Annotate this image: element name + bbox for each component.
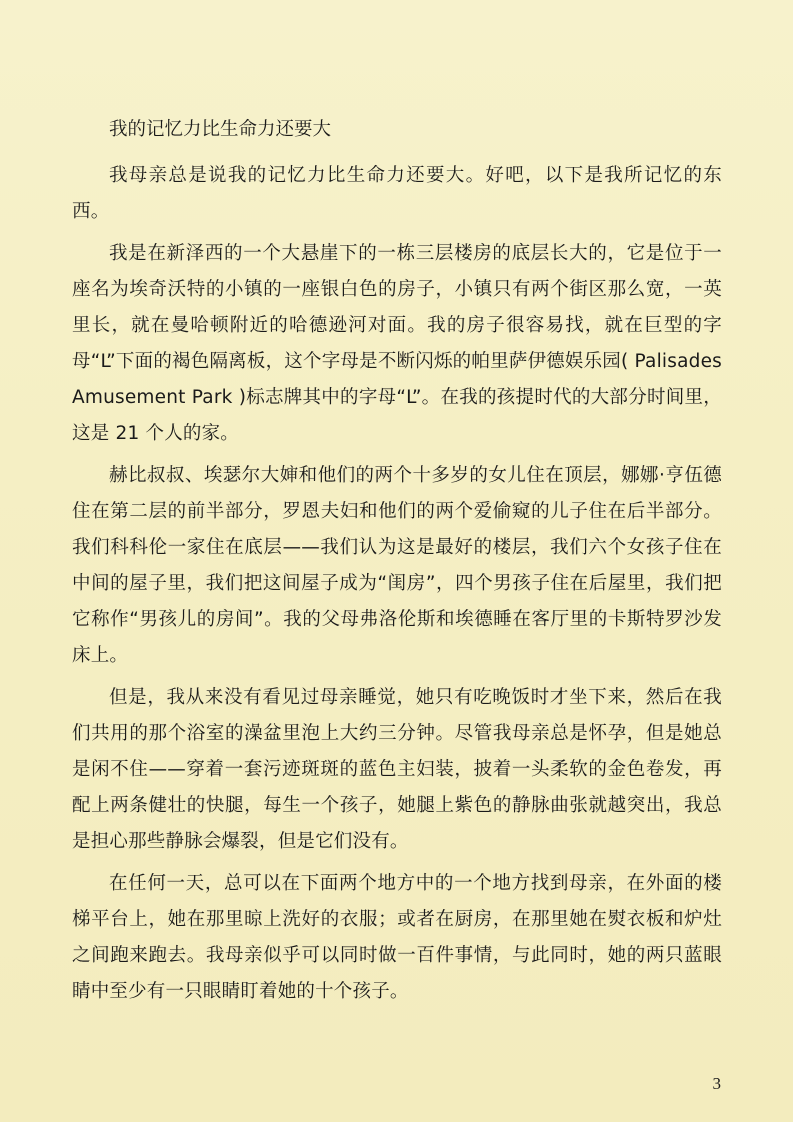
section-heading: 我的记忆力比生命力还要大 — [109, 119, 332, 140]
paragraph: 但是，我从来没有看见过母亲睡觉，她只有吃晚饭时才坐下来，然后在我们共用的那个浴室的澡盆里泡上大约三分钟。尽管我母亲总是怀孕，但是她总是闲不住——穿着一套污迹斑斑的蓝色主妇装，披着一头柔软的金色卷发，再配上两条健壮的快腿，每生一个孩子，她腿上紫色的静脉曲张就越突出，我总是担心那些静脉会爆裂，但是它们没有。 — [72, 687, 722, 852]
paragraph: 我母亲总是说我的记忆力比生命力还要大。好吧，以下是我所记忆的东西。 — [72, 165, 722, 222]
paragraph: 我是在新泽西的一个大悬崖下的一栋三层楼房的底层长大的，它是位于一座名为埃奇沃特的小镇的一座银白色的房子，小镇只有两个街区那么宽，一英里长，就在曼哈顿附近的哈德逊河对面。我的房子很容易找，就在巨型的字母“L”下面的褐色隔离板，这个字母是不断闪烁的帕里萨伊德娱乐园( Palisades Amusement Park )标志牌其中的字母“L”。在我的孩提时代的大部分时间里，这是 21 个人的家。 — [72, 243, 722, 444]
page-number: 3 — [712, 1074, 721, 1093]
paragraph: 在任何一天，总可以在下面两个地方中的一个地方找到母亲，在外面的楼梯平台上，她在那里晾上洗好的衣服；或者在厨房，在那里她在熨衣板和炉灶之间跑来跑去。我母亲似乎可以同时做一百件事情，与此同时，她的两只蓝眼睛中至少有一只眼睛盯着她的十个孩子。 — [72, 873, 722, 1002]
paragraph: 赫比叔叔、埃瑟尔大婶和他们的两个十多岁的女儿住在顶层，娜娜·亨伍德住在第二层的前半部分，罗恩夫妇和他们的两个爱偷窥的儿子住在后半部分。我们科科伦一家住在底层——我们认为这是最好的楼层，我们六个女孩子住在中间的屋子里，我们把这间屋子成为“闺房”，四个男孩子住在后屋里，我们把它称作“男孩儿的房间”。我的父母弗洛伦斯和埃德睡在客厅里的卡斯特罗沙发床上。 — [72, 465, 722, 666]
document-body — [72, 112, 722, 1016]
